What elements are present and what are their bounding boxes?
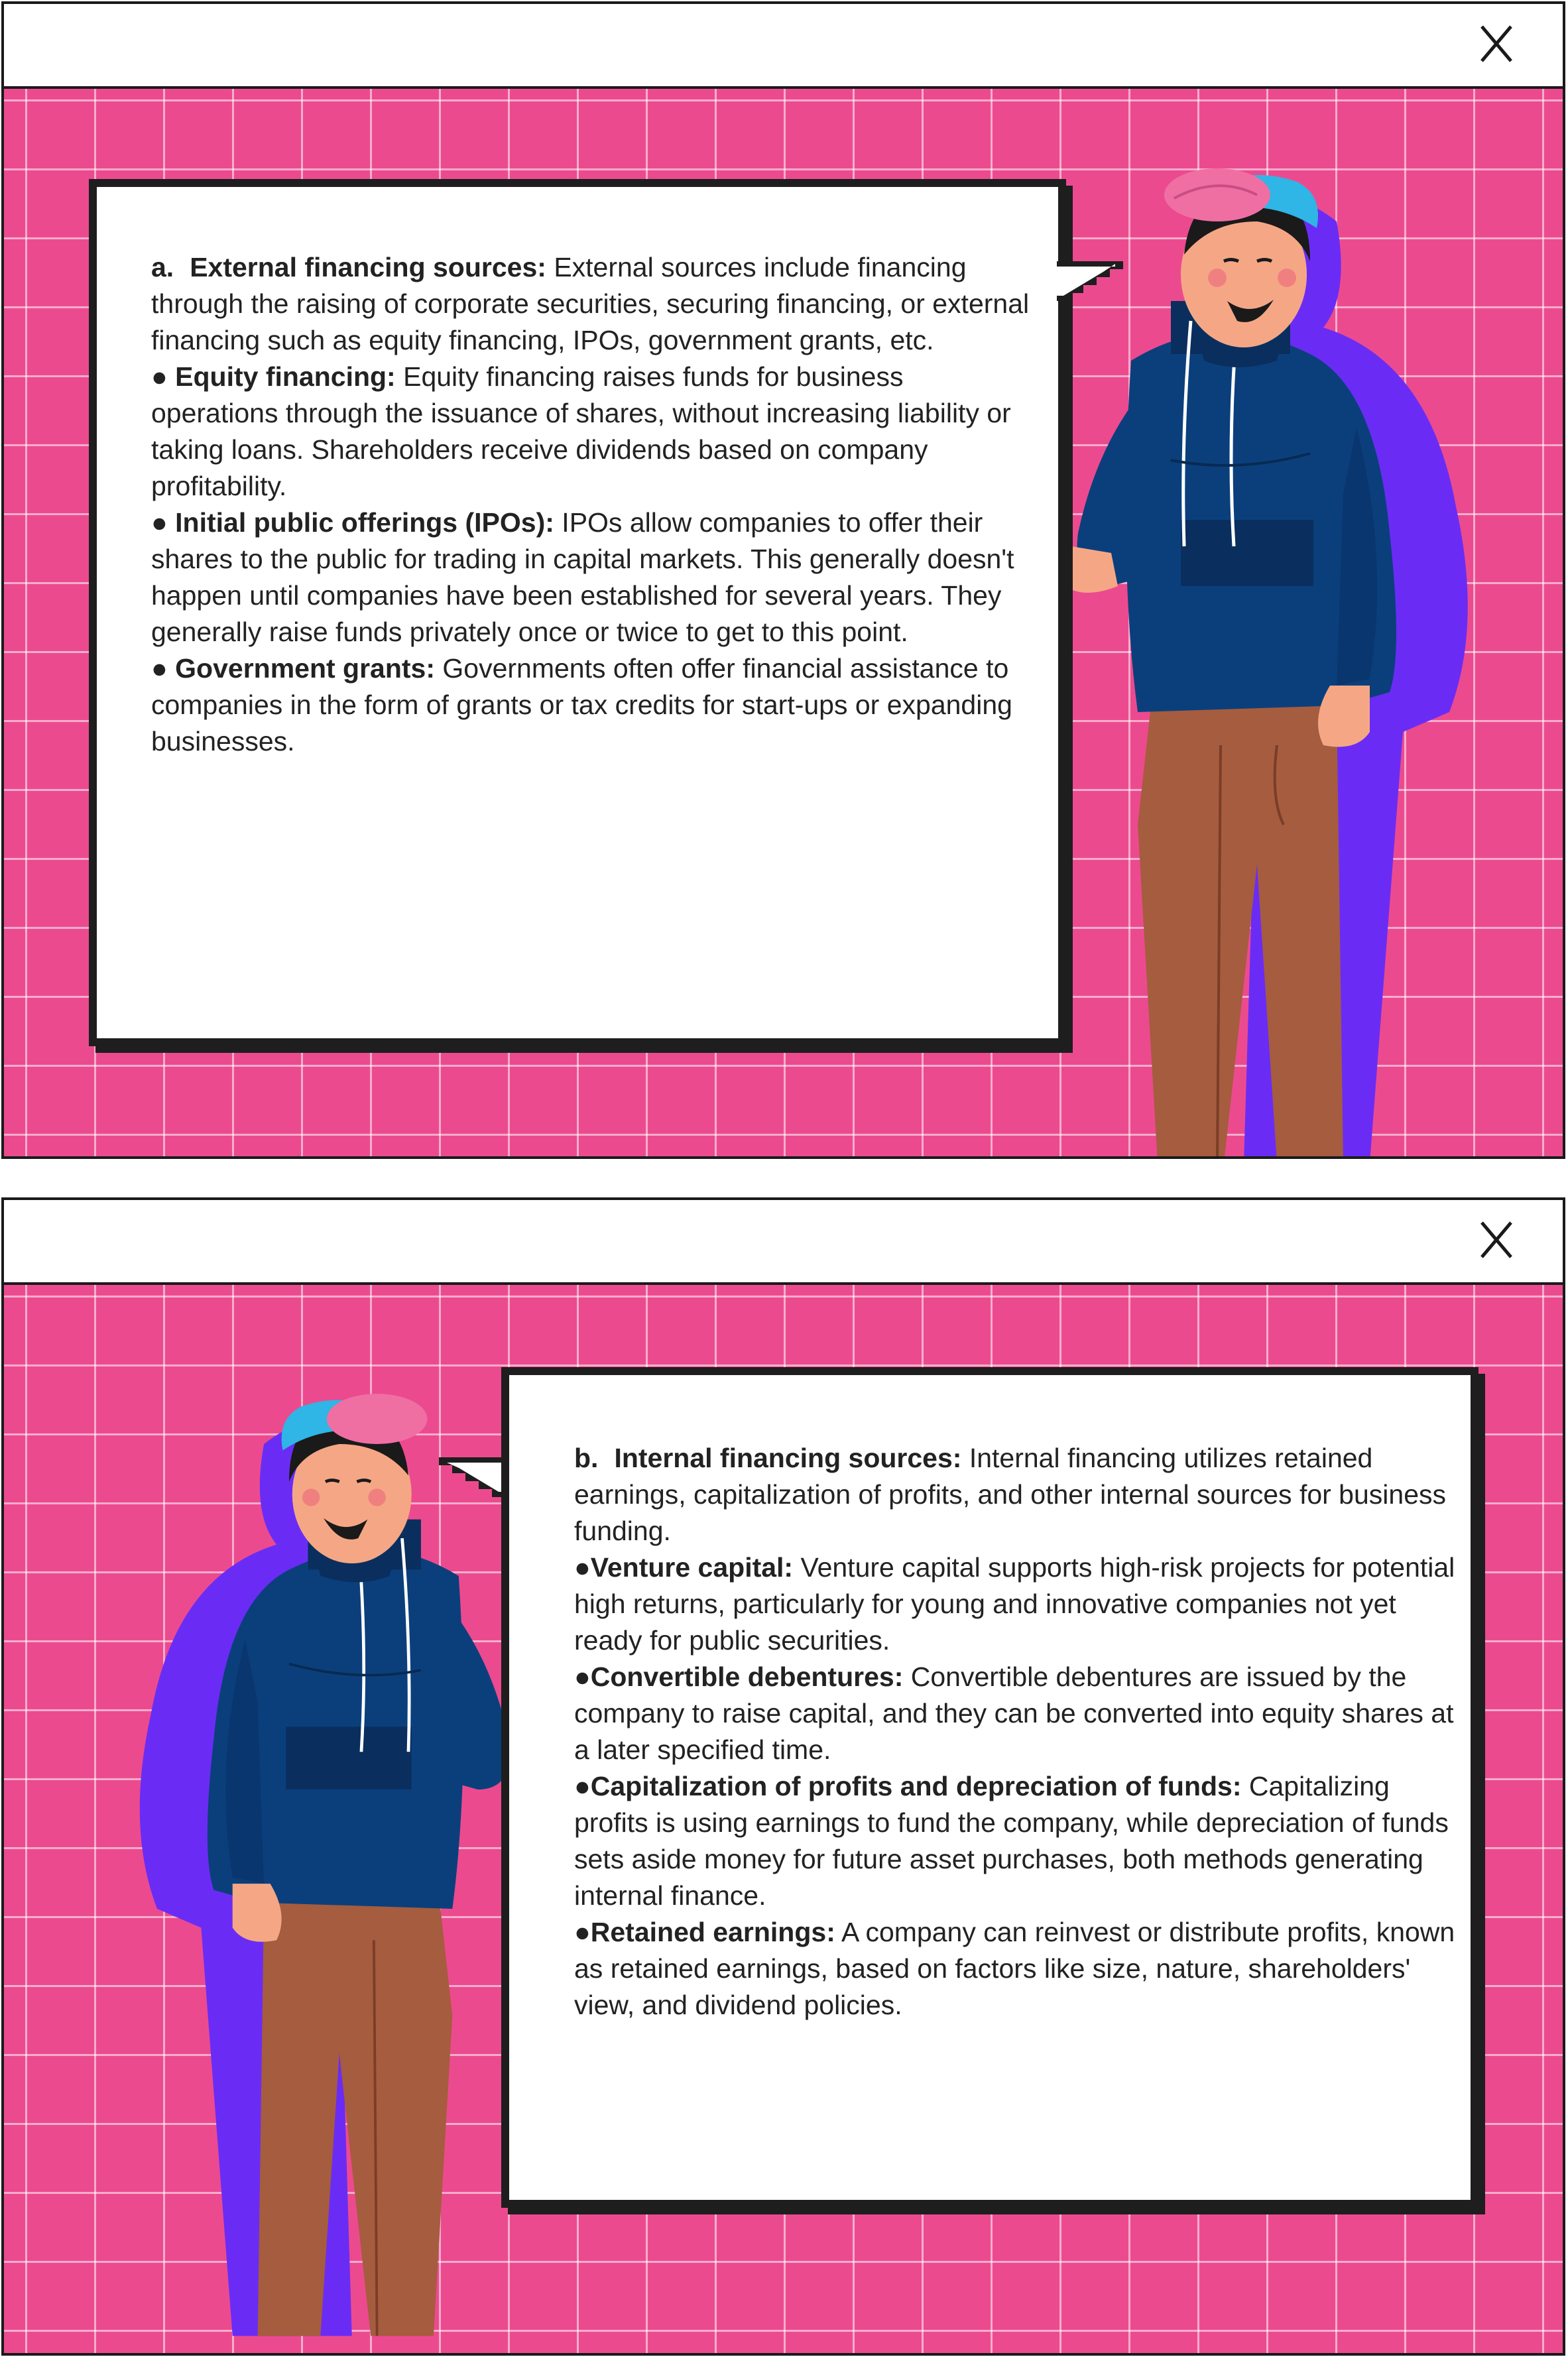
character-illustration — [1058, 162, 1562, 1156]
list-item — [574, 1549, 1456, 1659]
item-text: Governments often offer financial assistance to companies in the form of grants or tax credits for start-ups or expanding businesses. — [151, 653, 1012, 756]
item-heading: ●Venture capital: — [574, 1552, 794, 1583]
pink-grid-background — [4, 1285, 1563, 2353]
item-heading: ● Equity financing: — [151, 361, 396, 392]
section-marker: a. — [151, 252, 174, 282]
title-bar — [4, 4, 1563, 89]
list-item — [574, 1659, 1456, 1768]
list-item — [151, 650, 1033, 760]
item-heading: ●Retained earnings: — [574, 1917, 835, 1947]
slide-panel-1 — [1, 1, 1565, 1159]
bubble-text — [574, 1440, 1456, 2024]
bubble-text — [151, 249, 1033, 760]
section-marker: b. — [574, 1443, 599, 1473]
item-heading: ● Government grants: — [151, 653, 435, 684]
speech-bubble-tail — [1057, 261, 1130, 334]
close-icon[interactable] — [1478, 1219, 1515, 1261]
item-heading: ● Initial public offerings (IPOs): — [151, 507, 554, 538]
list-item — [151, 359, 1033, 505]
item-text: Equity financing raises funds for business operations through the issuance of shares, without increasing liability or taking loans. Shareholders receive dividends based on company profitability. — [151, 361, 1011, 501]
close-icon[interactable] — [1478, 23, 1515, 65]
item-text: Convertible debentures are issued by the company to raise capital, and they can be converted into equity shares at a later specified time. — [574, 1662, 1454, 1765]
section-heading — [151, 249, 1033, 359]
item-text: IPOs allow companies to offer their shares to the public for trading in capital markets. This generally doesn't happen until companies have been established for several years. They generally raise funds privately once or twice to get to this point. — [151, 507, 1014, 647]
item-text: A company can reinvest or distribute profits, known as retained earnings, based on factors like size, nature, shareholders' view, and dividend policies. — [574, 1917, 1455, 2020]
slide-panel-2 — [1, 1197, 1565, 2356]
section-title: External financing sources: — [190, 252, 546, 282]
section-title: Internal financing sources: — [614, 1443, 962, 1473]
section-heading — [574, 1440, 1456, 1549]
item-text: Capitalizing profits is using earnings to fund the company, while depreciation of funds sets aside money for future asset purchases, both methods generating internal finance. — [574, 1771, 1449, 1911]
pink-grid-background — [4, 89, 1563, 1156]
section-text: Internal financing utilizes retained earnings, capitalization of profits, and other internal sources for business funding. — [574, 1443, 1447, 1546]
list-item — [574, 1768, 1456, 1914]
item-heading: ●Capitalization of profits and depreciation of funds: — [574, 1771, 1242, 1801]
title-bar — [4, 1200, 1563, 1285]
item-heading: ●Convertible debentures: — [574, 1662, 904, 1692]
list-item — [151, 505, 1033, 650]
item-text: Venture capital supports high-risk projects for potential high returns, particularly for young and innovative companies not yet ready for public securities. — [574, 1552, 1455, 1656]
section-text: External sources include financing through the raising of corporate securities, securing financing, or external financing such as equity financing, IPOs, government grants, etc. — [151, 252, 1030, 355]
list-item — [574, 1914, 1456, 2024]
speech-bubble-tail — [432, 1457, 505, 1530]
